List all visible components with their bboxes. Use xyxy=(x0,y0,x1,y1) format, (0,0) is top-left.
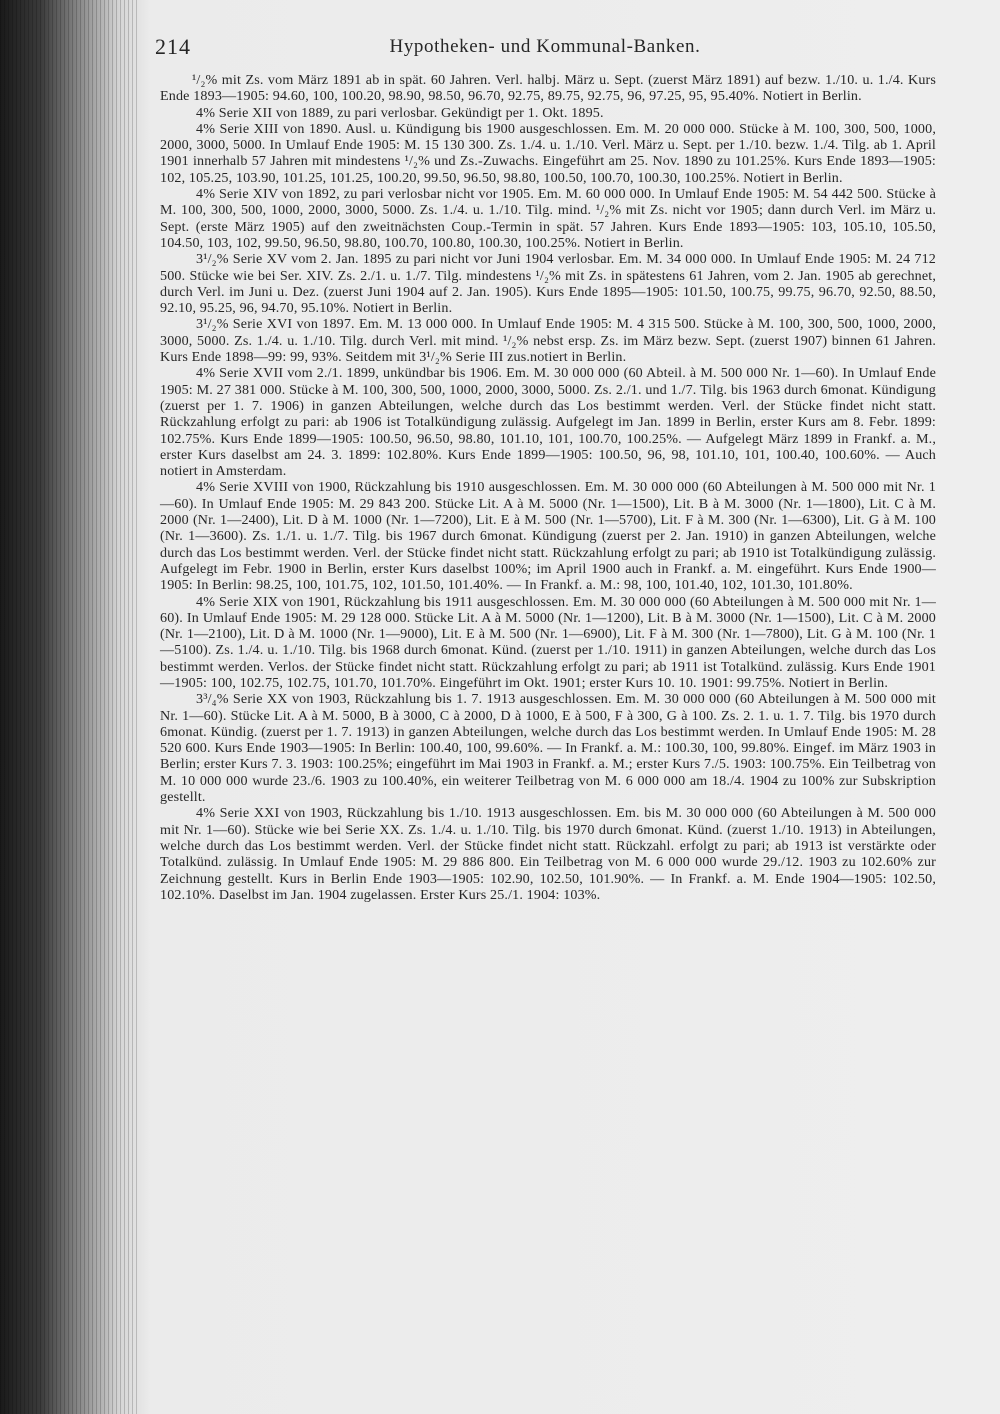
page-number: 214 xyxy=(155,34,191,59)
running-head-title: Hypotheken- und Kommunal-Banken. xyxy=(389,36,701,57)
paragraph-serie-xviii: 4% Serie XVIII von 1900, Rückzahlung bis 1910 ausgeschlossen. Em. M. 30 000 000 (60 Abteilungen à M. 500 000 mit Nr. 1—60). In Umlauf Ende 1905: M. 29 843 200. Stücke Lit. A à M. 5000 (Nr. 1—1500), Lit. B à M. 3000 (Nr. 1—1800), Lit. C à M. 2000 (Nr. 1—2400), Lit. D à M. 1000 (Nr. 1—7200), Lit. E à M. 500 (Nr. 1—5700), Lit. F à M. 300 (Nr. 1—6300), Lit. G à M. 100 (Nr. 1—3600). Zs. 1./1. u. 1./7. Tilg. bis 1967 durch 6monat. Kündigung (zuerst per 2. Jan. 1910) in ganzen Abteilungen, welche durch das Los bestimmt werden. Verl. der Stücke findet nicht statt. Rückzahlung erfolgt zu pari; ab 1910 ist Totalkündigung zulässig. Aufgelegt im Febr. 1900 in Berlin, erster Kurs daselbst 100%; im April 1900 auch in Frankf. a. M. eingeführt. Kurs Ende 1900—1905: In Berlin: 98.25, 100, 101.75, 102, 101.50, 101.40%. — In Frankf. a. M.: 98, 100, 101.40, 102, 101.30, 101.80%. xyxy=(160,479,936,594)
paragraph-serie-xix: 4% Serie XIX von 1901, Rückzahlung bis 1911 ausgeschlossen. Em. M. 30 000 000 (60 Abteilungen à M. 500 000 mit Nr. 1—60). In Umlauf Ende 1905: M. 29 128 000. Stücke Lit. A à M. 5000 (Nr. 1—1200), Lit. B à M. 3000 (Nr. 1—1500), Lit. C à M. 2000 (Nr. 1—2100), Lit. D à M. 1000 (Nr. 1—9000), Lit. E à M. 500 (Nr. 1—6900), Lit. F à M. 300 (Nr. 1—7800), Lit. G à M. 100 (Nr. 1—5100). Zs. 1./4. u. 1./10. Tilg. bis 1968 durch 6monat. Künd. (zuerst per 1./10. 1911) in ganzen Abteilungen, welche durch das Los bestimmt werden. Verlos. der Stücke findet nicht statt. Rückzahlung erfolgt zu pari; ab 1911 ist Totalkünd. zulässig. Kurs Ende 1901—1905: 100, 102.75, 102.75, 101.70, 101.70%. Eingeführt im Okt. 1901; erster Kurs 10. 10. 1901: 99.75%. Notiert in Berlin. xyxy=(160,593,936,691)
book-gutter xyxy=(0,0,140,1414)
paragraph-serie-xvii: 4% Serie XVII vom 2./1. 1899, unkündbar bis 1906. Em. M. 30 000 000 (60 Abteil. à M. 500 000 Nr. 1—60). In Umlauf Ende 1905: M. 27 381 000. Stücke à M. 100, 300, 500, 1000, 2000, 3000, 5000. Zs. 2./1. und 1./7. Tilg. bis 1963 durch 6monat. Kündigung (zuerst per 1. 7. 1906) in ganzen Abteilungen, welche durch das Los bestimmt werden. Verl. der Stücke findet nicht statt. Rückzahlung erfolgt zu pari: ab 1906 ist Totalkündigung zulässig. Aufgelegt im Jan. 1899 in Berlin, erster Kurs am 8. Febr. 1899: 102.75%. Kurs Ende 1899—1905: 100.50, 96.50, 98.80, 101.10, 101, 100.70, 100.25%. — Aufgelegt März 1899 in Frankf. a. M., erster Kurs daselbst am 24. 3. 1899: 102.80%. Kurs Ende 1899—1905: 100.50, 96, 98, 101.10, 101, 100.40, 100.60%. — Auch notiert in Amsterdam. xyxy=(160,365,936,480)
paragraph-serie-xvi: 3¹/₂% Serie XVI von 1897. Em. M. 13 000 000. In Umlauf Ende 1905: M. 4 315 500. Stücke à M. 100, 300, 500, 1000, 2000, 3000, 5000. Zs. 1./4. u. 1./10. Tilg. durch Verl. mit mind. ¹/₂% nebst ersp. Zs. im März bezw. Sept. (zuerst 1907) binnen 61 Jahren. Kurs Ende 1898—99: 99, 93%. Seitdem mit 3¹/₂% Serie III zus.notiert in Berlin. xyxy=(160,316,936,366)
paragraph-serie-xv: 3¹/₂% Serie XV vom 2. Jan. 1895 zu pari nicht vor Juni 1904 verlosbar. Em. M. 34 000 000. In Umlauf Ende 1905: M. 24 712 500. Stücke wie bei Ser. XIV. Zs. 2./1. u. 1./7. Tilg. mindestens ¹/₂% mit Zs. in spätestens 61 Jahren, vom 2. Jan. 1905 ab gerechnet, durch Verl. im Juni u. Dez. (zuerst Juni 1904 auf 2. Jan. 1905). Kurs Ende 1895—1905: 101.50, 100.75, 99.75, 96.70, 92.50, 88.50, 92.10, 95.25, 96, 94.70, 95.10%. Notiert in Berlin. xyxy=(160,251,936,317)
paragraph-serie-xi-continuation: ¹/₂% mit Zs. vom März 1891 ab in spät. 60 Jahren. Verl. halbj. März u. Sept. (zuerst März 1891) auf bezw. 1./10. u. 1./4. Kurs Ende 1893—1905: 94.60, 100, 100.20, 98.90, 98.50, 96.70, 92.75, 89.75, 92.75, 96, 97.25, 95, 95.40%. Notiert in Berlin. xyxy=(160,72,936,105)
paragraph-serie-xiv: 4% Serie XIV von 1892, zu pari verlosbar nicht vor 1905. Em. M. 60 000 000. In Umlauf Ende 1905: M. 54 442 500. Stücke à M. 100, 300, 500, 1000, 2000, 3000, 5000. Zs. 1./4. u. 1./10. Tilg. mind. ¹/₂% mit Zs. nicht vor 1905; dann durch Verl. im März u. Sept. (erste März 1905) auf den zweitnächsten Coup.-Termin in spät. 57 Jahren. Kurs Ende 1893—1905: 103, 105.10, 105.50, 104.50, 103, 102, 99.50, 96.50, 98.80, 100.70, 100.80, 100.30, 100.25%. Notiert in Berlin. xyxy=(160,186,936,251)
paragraph-serie-xii: 4% Serie XII von 1889, zu pari verlosbar. Gekündigt per 1. Okt. 1895. xyxy=(196,104,604,121)
paragraph-serie-xxi: 4% Serie XXI von 1903, Rückzahlung bis 1./10. 1913 ausgeschlossen. Em. bis M. 30 000 000 (60 Abteilungen à M. 500 000 mit Nr. 1—60). Stücke wie bei Serie XX. Zs. 1./4. u. 1./10. Tilg. bis 1970 durch 6monat. Künd. (zuerst 1./10. 1913) in Abteilungen, welche durch das Los bestimmt werden. Verl. der Stücke findet nicht statt. Rückzahl. erfolgt zu pari; ab 1913 ist verstärkte oder Totalkünd. zulässig. In Umlauf Ende 1905: M. 29 886 800. Ein Teilbetrag von M. 6 000 000 wurde 29./12. 1903 zu 102.60% zur Zeichnung gestellt. Kurs in Berlin Ende 1903—1905: 102.90, 102.50, 101.90%. — In Frankf. a. M. Ende 1904—1905: 102.50, 102.10%. Daselbst im Jan. 1904 zugelassen. Erster Kurs 25./1. 1904: 103%. xyxy=(160,805,936,903)
running-head xyxy=(155,34,935,64)
body-text xyxy=(160,72,936,903)
paragraph-serie-xx: 3³/₄% Serie XX von 1903, Rückzahlung bis 1. 7. 1913 ausgeschlossen. Em. M. 30 000 000 (60 Abteilungen à M. 500 000 mit Nr. 1—60). Stücke Lit. A à M. 5000, B à 3000, C à 2000, D à 1000, E à 500, F à 300, G à 100. Zs. 2. 1. u. 1. 7. Tilg. bis 1970 durch 6monat. Kündig. (zuerst per 1. 7. 1913) in ganzen Abteilungen, welche durch das Los bestimmt werden. In Umlauf Ende 1905: M. 28 520 600. Kurs Ende 1903—1905: In Berlin: 100.40, 100, 99.60%. — In Frankf. a. M.: 100.30, 100, 99.80%. Eingef. im März 1903 in Berlin; erster Kurs 7. 3. 1903: 100.25%; eingeführt im Mai 1903 in Frankf. a. M.; erster Kurs 7./5. 1903: 100.75%. Ein Teilbetrag von M. 10 000 000 wurde 23./6. 1903 zu 100.40%, ein weiterer Teilbetrag von M. 6 000 000 am 18./4. 1904 zu 100% zur Subskription gestellt. xyxy=(160,691,936,806)
paragraph-serie-xiii: 4% Serie XIII von 1890. Ausl. u. Kündigung bis 1900 ausgeschlossen. Em. M. 20 000 000. Stücke à M. 100, 300, 500, 1000, 2000, 3000, 5000. In Umlauf Ende 1905: M. 15 130 300. Zs. 1./4. u. 1./10. Verl. März u. Sept. per 1./10. bezw. 1./4. Tilg. ab 1. April 1901 innerhalb 57 Jahren mit mindestens ¹/₂% und Zs.-Zuwachs. Eingeführt am 25. Nov. 1890 zu 101.25%. Kurs Ende 1893—1905: 102, 105.25, 103.90, 101.25, 101.25, 100.20, 99.50, 96.50, 98.80, 100.50, 100.70, 100.30, 100.25%. Notiert in Berlin. xyxy=(160,120,936,186)
